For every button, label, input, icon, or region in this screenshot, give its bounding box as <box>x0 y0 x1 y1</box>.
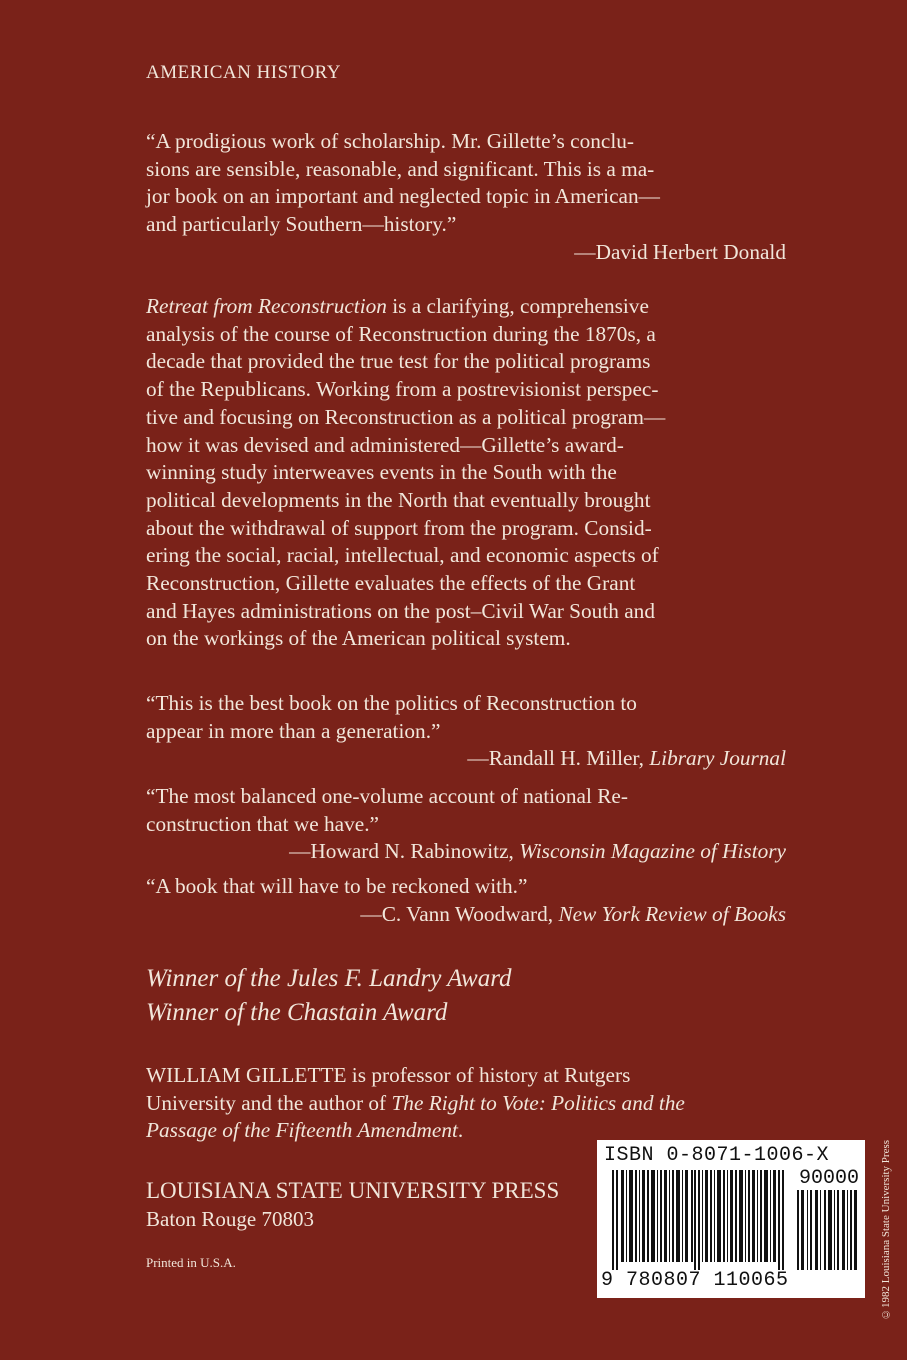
category-label: AMERICAN HISTORY <box>146 62 342 83</box>
quote-donald <box>146 128 786 267</box>
description-text: is a clarifying, comprehensive <box>386 294 649 318</box>
bio-book-title: The Right to Vote: Politics and the <box>391 1090 685 1115</box>
quote-author: —Howard N. Rabinowitz, <box>289 839 520 864</box>
bio-text: University and the author of <box>146 1090 392 1115</box>
ean-number: 9 780807 110065 <box>601 1269 789 1292</box>
description-line <box>146 293 786 321</box>
quote-miller <box>146 690 786 773</box>
quote-line: “A prodigious work of scholarship. Mr. Gillette’s conclu- <box>146 129 634 153</box>
quote-line: “This is the best book on the politics of Reconstruction to <box>146 691 637 715</box>
quote-attribution: —David Herbert Donald <box>574 239 786 264</box>
description-line: ering the social, racial, intellectual, and economic aspects of <box>146 543 659 568</box>
quote-line: sions are sensible, reasonable, and significant. This is a ma- <box>146 156 655 181</box>
awards <box>146 962 512 1030</box>
description-line: how it was devised and administered—Gillette’s award- <box>146 432 624 457</box>
description-line: tive and focusing on Reconstruction as a political program— <box>146 404 666 429</box>
quote-attribution <box>146 745 786 773</box>
quote-line: construction that we have.” <box>146 811 379 836</box>
description-line: on the workings of the American political system. <box>146 626 571 651</box>
barcode-bars-addon <box>797 1190 859 1270</box>
quote-line: “The most balanced one-volume account of national Re- <box>146 784 628 808</box>
quote-line: appear in more than a generation.” <box>146 718 441 743</box>
description-line: Reconstruction, Gillette evaluates the effects of the Grant <box>146 571 636 596</box>
quote-line: jor book on an important and neglected topic in American— <box>146 184 660 209</box>
description-line: of the Republicans. Working from a postrevisionist perspec- <box>146 377 659 402</box>
bio-line: WILLIAM GILLETTE is professor of history at Rutgers <box>146 1063 631 1087</box>
quote-author: —C. Vann Woodward, <box>360 901 559 926</box>
quote-source: New York Review of Books <box>558 901 786 926</box>
publisher-name: LOUISIANA STATE UNIVERSITY PRESS <box>146 1178 560 1203</box>
quote-woodward <box>146 873 786 928</box>
description-line: and Hayes administrations on the post–Civil War South and <box>146 598 655 623</box>
author-bio <box>146 1062 786 1145</box>
quote-author: —Randall H. Miller, <box>467 746 650 771</box>
description-line: political developments in the North that eventually brought <box>146 487 651 512</box>
price-code: 90000 <box>798 1167 859 1190</box>
quote-source: Library Journal <box>649 746 786 771</box>
quote-attribution <box>146 838 786 866</box>
description-line: analysis of the course of Reconstruction during the 1870s, a <box>146 321 656 346</box>
isbn-number: ISBN 0-8071-1006-X <box>604 1144 830 1167</box>
printed-in: Printed in U.S.A. <box>146 1255 236 1270</box>
quote-line: “A book that will have to be reckoned with.” <box>146 874 528 898</box>
book-title: Retreat from Reconstruction <box>146 294 387 318</box>
description-line: decade that provided the true test for the political programs <box>146 349 651 374</box>
description-line: winning study interweaves events in the South with the <box>146 460 617 485</box>
barcode-bars-main <box>612 1170 788 1270</box>
bio-line <box>146 1090 786 1118</box>
isbn-barcode <box>597 1140 865 1298</box>
quote-source: Wisconsin Magazine of History <box>519 839 786 864</box>
quote-rabinowitz <box>146 783 786 866</box>
book-description <box>146 293 786 653</box>
bio-text: . <box>457 1118 464 1143</box>
quote-attribution <box>146 901 786 929</box>
award-line: Winner of the Jules F. Landry Award <box>146 965 512 992</box>
description-line: about the withdrawal of support from the program. Consid- <box>146 515 652 540</box>
bio-book-title: Passage of the Fifteenth Amendment <box>146 1118 458 1143</box>
publisher-city: Baton Rouge 70803 <box>146 1207 314 1231</box>
copyright-notice: ©1982 Louisiana State University Press <box>880 1139 892 1320</box>
quote-line: and particularly Southern—history.” <box>146 212 457 237</box>
award-line: Winner of the Chastain Award <box>146 999 448 1026</box>
